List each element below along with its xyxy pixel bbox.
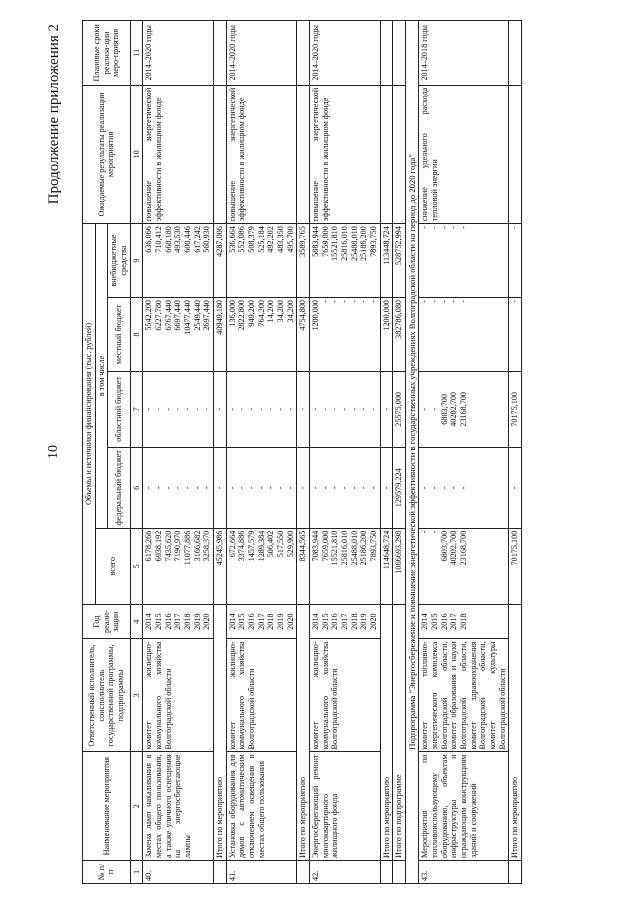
years-line: 2018: [183, 613, 193, 630]
local-values-line: -: [369, 299, 379, 303]
federal-values-line: -: [183, 486, 193, 490]
subtotal-local: 4754,800: [297, 297, 310, 371]
years: [226, 604, 297, 639]
responsible: комитет жилищно-коммунального хозяйства Волгоградской области: [226, 639, 297, 752]
federal-values-line: -: [256, 486, 266, 490]
local-values-line: 34,200: [285, 299, 295, 323]
extrabudget-values-line: -: [449, 226, 459, 229]
regional-values-line: -: [311, 408, 321, 411]
years-line: 2016: [439, 613, 449, 630]
extrabudget-values-line: 668,180: [163, 226, 173, 253]
regional-values-line: -: [183, 408, 193, 411]
regional-values: [310, 371, 381, 447]
total-values-line: 517,550: [276, 530, 286, 558]
regional-values-line: -: [276, 408, 286, 411]
header-n: № п/п: [83, 860, 131, 883]
total-values-line: 7893,750: [369, 530, 379, 562]
extrabudget-values-line: 7893,750: [369, 226, 379, 257]
years: [310, 604, 381, 639]
local-values: [310, 297, 381, 371]
column-numbers-row: [130, 21, 143, 884]
federal-values-line: -: [192, 486, 202, 490]
total-values: [143, 528, 214, 604]
extrabudget-values-line: 492,202: [266, 226, 276, 253]
extrabudget-values-line: 710,412: [154, 226, 164, 253]
local-values-line: -: [449, 299, 459, 303]
local-values-line: 6697,440: [173, 299, 183, 331]
total-values-line: 1289,384: [256, 530, 266, 562]
subtotal-federal: -: [214, 447, 227, 528]
planned-terms: 2014–2020 годы: [310, 21, 381, 86]
subtotal-total: 1066693,298: [393, 528, 406, 604]
federal-values-line: -: [227, 486, 237, 490]
total-values-line: 25488,010: [349, 530, 359, 566]
extrabudget-values-line: 483,350: [276, 226, 286, 253]
empty-cell: [509, 21, 522, 86]
extrabudget-values-line: 525,184: [256, 226, 266, 253]
regional-values-line: -: [144, 408, 154, 411]
federal-values-line: -: [311, 486, 321, 490]
total-values-line: 40202,700: [449, 530, 459, 566]
planned-terms: 2014–2018 годы: [419, 21, 509, 86]
federal-values-line: -: [359, 486, 369, 490]
total-values-line: 15521,810: [330, 530, 340, 566]
years-line: 2019: [359, 613, 369, 630]
colnum: 7: [130, 371, 143, 447]
local-values-line: -: [349, 299, 359, 303]
subtotal-extrabudget: 113448,724: [380, 224, 393, 298]
regional-values-line: -: [154, 408, 164, 411]
subtotal-local: 382786,080: [393, 297, 406, 371]
subtotal-total: 114648,724: [380, 528, 393, 604]
empty-cell: [297, 21, 310, 86]
local-values-line: 6227,780: [154, 299, 164, 331]
subtotal-regional: -: [297, 371, 310, 447]
subtotal-label: Итого по подпрограмме: [393, 604, 406, 860]
subtotal-regional: -: [380, 371, 393, 447]
years-line: 2019: [276, 613, 286, 630]
subtotal-label: Итого по мероприятию: [214, 604, 227, 860]
local-values-line: -: [320, 299, 330, 303]
local-values: [419, 297, 509, 371]
federal-values-line: -: [154, 486, 164, 490]
expected-result: снижение удельного расхода тепловой энергии: [419, 85, 509, 223]
local-values-line: -: [330, 299, 340, 303]
measure-name: Энергосберегающий ремонт многоквартирного жилищного фонда: [310, 752, 381, 860]
subtotal-label: Итого по мероприятию: [380, 604, 393, 860]
page-number: 10: [46, 445, 61, 459]
regional-values-line: -: [429, 408, 439, 411]
regional-values-line: -: [330, 408, 340, 411]
total-values-line: 7435,620: [163, 530, 173, 562]
local-values-line: 949,200: [247, 299, 257, 327]
header-total: всего: [95, 528, 130, 604]
subtotal-total: 8344,565: [297, 528, 310, 604]
total-values-line: 7659,000: [320, 530, 330, 562]
regional-values: [143, 371, 214, 447]
regional-values-line: -: [266, 408, 276, 411]
years-line: 2017: [449, 613, 459, 630]
local-values-line: 5542,200: [144, 299, 154, 331]
federal-values-line: -: [429, 486, 439, 490]
empty-cell: [380, 85, 393, 223]
subtotal-local: 1200,000: [380, 297, 393, 371]
extrabudget-values: [226, 224, 297, 298]
years-line: 2015: [320, 613, 330, 630]
regional-values-line: 23168,700: [458, 391, 468, 427]
row-number: 40.: [143, 860, 214, 883]
federal-values: [419, 447, 509, 528]
table-row: [143, 21, 214, 884]
local-values-line: -: [429, 299, 439, 303]
header-reg: областной бюджет: [108, 371, 130, 447]
header-funding: Объемы и источники финансирования (тыс. рублей): [83, 224, 96, 605]
empty-cell: [380, 21, 393, 86]
subtotal-row: [297, 21, 310, 884]
regional-values: [226, 371, 297, 447]
colnum: 3: [130, 639, 143, 752]
responsible: комитет жилищно-коммунального хозяйства Волгоградской области: [143, 639, 214, 752]
local-values-line: 6767,440: [163, 299, 173, 331]
regional-values-line: 6803,700: [439, 394, 449, 425]
subtotal-local: 40949,180: [214, 297, 227, 371]
years-line: 2014: [227, 613, 237, 630]
federal-values-line: -: [202, 486, 212, 490]
empty-cell: [214, 21, 227, 86]
regional-values-line: -: [349, 408, 359, 411]
row-number: 43.: [419, 860, 509, 883]
extrabudget-values-line: 495,700: [285, 226, 295, 253]
colnum: 1: [130, 860, 143, 883]
extrabudget-values-line: 600,446: [183, 226, 193, 253]
colnum: 10: [130, 85, 143, 223]
subtotal-extrabudget: 528752,994: [393, 224, 406, 298]
total-values-line: 7190,970: [173, 530, 183, 562]
federal-values-line: -: [173, 486, 183, 490]
years-line: 2020: [369, 613, 379, 630]
federal-values-line: -: [163, 486, 173, 490]
extrabudget-values-line: 7659,000: [320, 226, 330, 257]
empty-cell: [297, 860, 310, 883]
extrabudget-values-line: -: [458, 226, 468, 229]
empty-cell: [509, 85, 522, 223]
empty-cell: [214, 85, 227, 223]
years-line: 2016: [163, 613, 173, 630]
header-ext: внебюджетные средства: [108, 224, 130, 298]
row-number: 42.: [310, 860, 381, 883]
federal-values-line: -: [266, 486, 276, 490]
row-number: 41.: [226, 860, 297, 883]
federal-values-line: -: [439, 486, 449, 490]
empty-cell: [297, 85, 310, 223]
years-line: 2016: [247, 613, 257, 630]
subtotal-regional: 25575,000: [393, 371, 406, 447]
continuation-title: Продолжение приложения 2: [46, 24, 62, 205]
total-values: [310, 528, 381, 604]
regional-values-line: -: [359, 408, 369, 411]
extrabudget-values-line: 25186,200: [359, 226, 369, 261]
responsible: комитет топливно-энергетического комплекса Волгоградской области, комитет образования и науки Волгоградской области, комитет здравоохранения Волгоградской области, комитет культуры Волгоградской области: [419, 639, 509, 752]
header-fed: федеральный бюджет: [108, 447, 130, 528]
regional-values-line: -: [420, 408, 430, 411]
years-line: 2015: [154, 613, 164, 630]
total-values-line: 6938,192: [154, 530, 164, 562]
federal-values-line: -: [276, 486, 286, 490]
extrabudget-values: [143, 224, 214, 298]
total-values-line: 3166,682: [192, 530, 202, 562]
years-line: 2018: [266, 613, 276, 630]
federal-values: [310, 447, 381, 528]
extrabudget-values-line: 15521,810: [330, 226, 340, 261]
extrabudget-values-line: -: [429, 226, 439, 229]
regional-values-line: -: [256, 408, 266, 411]
federal-values-line: -: [237, 486, 247, 490]
planned-terms: 2014–2020 годы: [226, 21, 297, 86]
empty-cell: [393, 860, 406, 883]
federal-values-line: -: [285, 486, 295, 490]
measure-name: Замена ламп накаливания в местах общего пользования, а также уличного освещения на энергосберегающие лампы: [143, 752, 214, 860]
colnum: 11: [130, 21, 143, 86]
program-total-row: [393, 21, 406, 884]
colnum: 6: [130, 447, 143, 528]
local-values: [143, 297, 214, 371]
years-line: 2017: [173, 613, 183, 630]
total-values-line: 529,900: [285, 530, 295, 558]
extrabudget-values-line: 25488,010: [349, 226, 359, 261]
years-line: 2014: [420, 613, 430, 630]
colnum: 4: [130, 604, 143, 639]
years-line: 2015: [429, 613, 439, 630]
years-line: 2014: [144, 613, 154, 630]
local-values-line: 2549,440: [192, 299, 202, 331]
total-values-line: 3374,886: [237, 530, 247, 562]
total-values-line: 3258,370: [202, 530, 212, 562]
table-body: [143, 21, 522, 884]
regional-values-line: -: [369, 408, 379, 411]
total-values-line: 25816,010: [340, 530, 350, 566]
local-values-line: 136,000: [227, 299, 237, 327]
years-line: 2020: [202, 613, 212, 630]
federal-values-line: -: [247, 486, 257, 490]
local-values-line: 1200,000: [311, 299, 321, 331]
landscape-sheet: [40, 12, 600, 892]
table-row: [226, 21, 297, 884]
local-values-line: 2697,440: [202, 299, 212, 331]
federal-values-line: -: [449, 486, 459, 490]
federal-values-line: -: [458, 486, 468, 490]
extrabudget-values-line: 493,530: [173, 226, 183, 253]
regional-values-line: -: [320, 408, 330, 411]
table-row: [419, 21, 509, 884]
federal-values-line: -: [369, 486, 379, 490]
years-line: 2020: [285, 613, 295, 630]
local-values-line: 10477,440: [183, 299, 193, 335]
expected-result: повышение энергетической эффективности в жилищном фонде: [310, 85, 381, 223]
local-values-line: -: [439, 299, 449, 303]
regional-values-line: -: [173, 408, 183, 411]
total-values-line: 23168,700: [458, 530, 468, 566]
header-incl: в том числе: [95, 224, 108, 529]
table-row: [310, 21, 381, 884]
subtotal-label: Итого по мероприятию: [509, 604, 522, 860]
total-values-line: 7083,944: [311, 530, 321, 562]
header-year: Год реали-зации: [83, 604, 131, 639]
subtotal-row: [509, 21, 522, 884]
local-values: [226, 297, 297, 371]
years-line: 2014: [311, 613, 321, 630]
extrabudget-values-line: -: [420, 226, 430, 229]
regional-values-line: -: [237, 408, 247, 411]
extrabudget-values: [419, 224, 509, 298]
regional-values-line: -: [340, 408, 350, 411]
header-name: Наименование мероприятия: [83, 752, 131, 860]
local-values-line: 764,200: [256, 299, 266, 327]
subprogram-title-row: [406, 21, 419, 884]
total-values-line: 6178,266: [144, 530, 154, 562]
total-values-line: 1457,579: [247, 530, 257, 562]
extrabudget-values-line: -: [439, 226, 449, 229]
years-line: 2019: [192, 613, 202, 630]
measure-name: Мероприятия по топливоиспользующему оборудованию, объектам инфраструктуры и ограждающим конструкциям зданий и сооружений: [419, 752, 509, 860]
years-line: 2017: [256, 613, 266, 630]
federal-values-line: -: [349, 486, 359, 490]
subtotal-federal: -: [509, 447, 522, 528]
local-values-line: -: [420, 299, 430, 303]
regional-values-line: 40202,700: [449, 391, 459, 427]
local-values-line: 2822,800: [237, 299, 247, 331]
subtotal-row: [380, 21, 393, 884]
years-line: 2016: [330, 613, 340, 630]
local-values-line: 14,200: [266, 299, 276, 323]
extrabudget-values-line: 25816,010: [340, 226, 350, 261]
subtotal-regional: 70175,100: [509, 371, 522, 447]
years: [419, 604, 509, 639]
subtotal-federal: -: [380, 447, 393, 528]
empty-cell: [214, 860, 227, 883]
total-values-line: 6803,700: [439, 530, 449, 562]
empty-cell: [380, 860, 393, 883]
local-values-line: -: [458, 299, 468, 303]
header-terms: Плановые сроки реализа-ции меро-приятия: [83, 21, 131, 86]
subtotal-total: 45245,986: [214, 528, 227, 604]
federal-values-line: -: [340, 486, 350, 490]
subtotal-regional: -: [214, 371, 227, 447]
years-line: 2015: [237, 613, 247, 630]
regional-values-line: -: [163, 408, 173, 411]
total-values-line: 11077,886: [183, 530, 193, 566]
header-resp: Ответственный исполнитель, соисполнитель государственной программы, подпрограммы: [83, 639, 131, 752]
colnum: 5: [130, 528, 143, 604]
local-values-line: -: [359, 299, 369, 303]
empty-cell: [393, 21, 406, 86]
funding-table: [82, 20, 522, 884]
total-values-line: -: [420, 530, 430, 534]
federal-values-line: -: [144, 486, 154, 490]
empty-cell: [393, 85, 406, 223]
colnum: 2: [130, 752, 143, 860]
subtotal-extrabudget: -: [509, 224, 522, 298]
local-values-line: 34,200: [276, 299, 286, 323]
extrabudget-values-line: 617,242: [192, 226, 202, 253]
header-result: Ожидаемые результаты реализации мероприятия: [83, 85, 131, 223]
regional-values-line: -: [247, 408, 257, 411]
regional-values-line: -: [202, 408, 212, 411]
years-line: 2017: [340, 613, 350, 630]
total-values-line: 25186,200: [359, 530, 369, 566]
total-values-line: 672,664: [227, 530, 237, 558]
colnum: 9: [130, 224, 143, 298]
subtotal-federal: -: [297, 447, 310, 528]
years: [143, 604, 214, 639]
extrabudget-values-line: 536,664: [227, 226, 237, 253]
expected-result: повышение энергетической эффективности в жилищном фонде: [143, 85, 214, 223]
federal-values: [143, 447, 214, 528]
subtotal-row: [214, 21, 227, 884]
header-loc: местный бюджет: [108, 297, 130, 371]
local-values-line: -: [340, 299, 350, 303]
regional-values: [419, 371, 509, 447]
regional-values-line: -: [227, 408, 237, 411]
subtotal-extrabudget: 4287,006: [214, 224, 227, 298]
years-line: 2018: [349, 613, 359, 630]
extrabudget-values: [310, 224, 381, 298]
years-line: 2018: [458, 613, 468, 630]
extrabudget-values-line: 5883,944: [311, 226, 321, 257]
regional-values-line: -: [192, 408, 202, 411]
subtotal-extrabudget: 3589,765: [297, 224, 310, 298]
measure-name: Установка оборудования для домов с автоматическим отключением освещения в местах общего пользования: [226, 752, 297, 860]
colnum: 8: [130, 297, 143, 371]
empty-cell: [509, 860, 522, 883]
planned-terms: 2014–2020 годы: [143, 21, 214, 86]
extrabudget-values-line: 636,066: [144, 226, 154, 253]
subprogram-title: Подпрограмма "Энергосбережение и повышение энергетической эффективности в государственных учреждениях Волгоградской области на период до 2020 года": [406, 21, 419, 884]
regional-values-line: -: [285, 408, 295, 411]
total-values-line: -: [429, 530, 439, 534]
responsible: комитет жилищно-коммунального хозяйства Волгоградской области: [310, 639, 381, 752]
total-values: [419, 528, 509, 604]
federal-values-line: -: [320, 486, 330, 490]
federal-values-line: -: [330, 486, 340, 490]
extrabudget-values-line: 508,379: [247, 226, 257, 253]
subtotal-total: 70175,100: [509, 528, 522, 604]
extrabudget-values-line: 560,930: [202, 226, 212, 253]
extrabudget-values-line: 552,086: [237, 226, 247, 253]
federal-values-line: -: [420, 486, 430, 490]
total-values: [226, 528, 297, 604]
subtotal-local: -: [509, 297, 522, 371]
subtotal-label: Итого по мероприятию: [297, 604, 310, 860]
subtotal-federal: 129579,224: [393, 447, 406, 528]
federal-values: [226, 447, 297, 528]
total-values-line: 506,402: [266, 530, 276, 558]
expected-result: повышение энергетической эффективности в жилищном фонде: [226, 85, 297, 223]
